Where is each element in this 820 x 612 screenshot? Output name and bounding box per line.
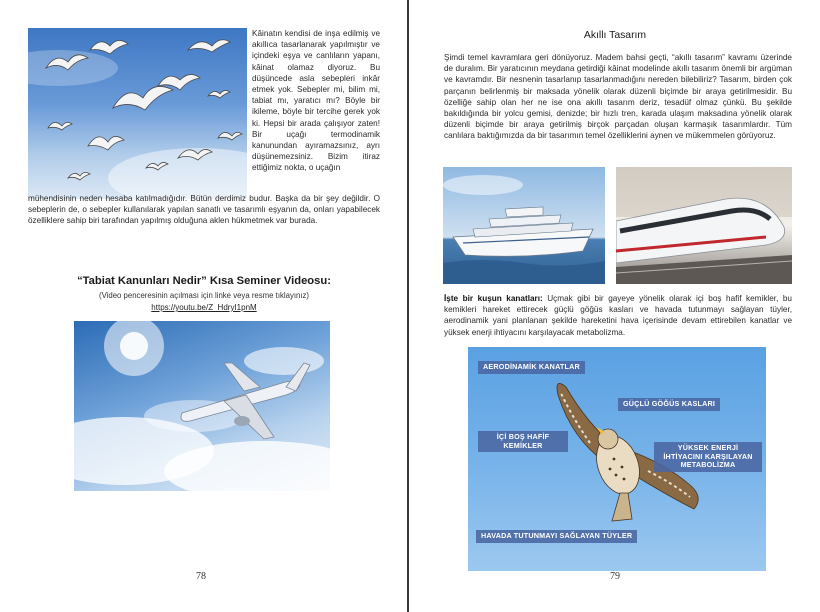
- label-hollow-bones: İÇİ BOŞ HAFİF KEMİKLER: [478, 431, 568, 452]
- cruise-ship-illustration: [443, 167, 605, 284]
- page-number-left: 78: [196, 571, 206, 582]
- hawk-infographic: [468, 347, 766, 571]
- label-aerodynamic-wings: AERODİNAMİK KANATLAR: [478, 361, 585, 374]
- high-speed-train-illustration: [616, 167, 792, 284]
- label-chest-muscles: GÜÇLÜ GÖĞÜS KASLARI: [618, 398, 720, 411]
- page-number-right: 79: [610, 571, 620, 582]
- seminar-video-note: (Video penceresinin açılması için linke veya resme tıklayınız): [98, 291, 310, 300]
- seminar-video-title: “Tabiat Kanunları Nedir” Kısa Seminer Videosu:: [77, 275, 331, 287]
- seagulls-illustration: [28, 28, 247, 199]
- high-speed-train-photo: [616, 167, 792, 284]
- section-title: Akıllı Tasarım: [583, 30, 647, 41]
- label-feathers: HAVADA TUTUNMAYI SAĞLAYAN TÜYLER: [476, 530, 637, 543]
- intelligent-design-paragraph: Şimdi temel kavramlara geri dönüyoruz. Madem bahsi geçti, “akıllı tasarım” kavramı üzerinde de duralım. Bir yaratıcının meydana getirdiği kâinat modelinde akıllı tasarım önemli bir argüman ve kavramdır. Bir nesnenin tasarlanıp tasarlanmadığını nereden bilebiliriz? Tasarım, birden çok parçanın belirlenmiş bir maksada yönelik olarak düzenli biçimde bir araya getirilmesidir. Bu özelliğe sahip olan her ne ise ona akıllı tasarım deriz, tesadüf olmaz çünkü. Bu şekilde bakıldığında bir yolcu gemisi, denizde; bir hızlı tren, karada ulaşım maksadına yönelik olarak düzenli biçimde bir araya getirilmiş birçok parçadan oluşan karmaşık tasarımlardır. Tüm canlılara baktığımızda da bir tasarımın temel özelliklerini aynen ve mükemmelen görüyoruz.: [444, 53, 792, 141]
- airplane-illustration: [74, 321, 330, 491]
- cruise-ship-photo: [443, 167, 605, 284]
- intro-paragraph-bottom: mühendisinin neden hesaba katılmadığıdır. Bütün derdimiz budur. Başka da bir şey değildir. O sebeplerin de, o sebepler kullanılarak yapılan sanatlı ve tasarımlı eşyanın da, onları yapabilecek özelliklere sahip biri tarafından yapılmış olduğuna aklen hükmetmek var burada.: [28, 194, 380, 226]
- intro-paragraph-right: Kâinatın kendisi de inşa edilmiş ve akıllıca tasarlanarak yapılmıştır ve içindeki eşya ve canlıların yapanı, kâinat olamaz diyoruz. Bu düşüncede asla sebepleri inkâr etmek yok. Sebepler mi, bilim mi, tabiat mı, yaratıcı mı? Böyle bir ikileme, böyle bir tercihe gerek yok ki. Hepsi bir arada çalışıyor zaten! Bir uçağı termodinamik kanunundan ayıramazsınız, ayrı düşünemezsiniz. Bizim itiraz ettiğimiz nokta, o uçağın: [252, 29, 380, 173]
- bird-wing-text: Uçmak gibi bir gayeye yönelik olarak içi boş hafif kemikler, bu kemikleri hareket ettirecek güçlü göğüs kasları ve havada tutunmayı sağlayan tüyler, aerodinamik yani planlanan şekilde hareketini hava içerisinde devam ettirebilen kanatlar ve yüksek enerji ihtiyacını karşılayacak metabolizma.: [444, 294, 792, 337]
- bird-wing-lead: İşte bir kuşun kanatları:: [444, 294, 543, 303]
- seagulls-photo: [28, 28, 247, 199]
- label-metabolism: YÜKSEK ENERJİ İHTİYACINI KARŞILAYAN METABOLİZMA: [654, 442, 762, 472]
- seminar-video-link[interactable]: https://youtu.be/Z_HdryI1pnM: [151, 303, 257, 312]
- page-divider: [407, 0, 409, 612]
- bird-wing-paragraph: [444, 293, 792, 338]
- airplane-video-thumbnail[interactable]: [74, 321, 330, 491]
